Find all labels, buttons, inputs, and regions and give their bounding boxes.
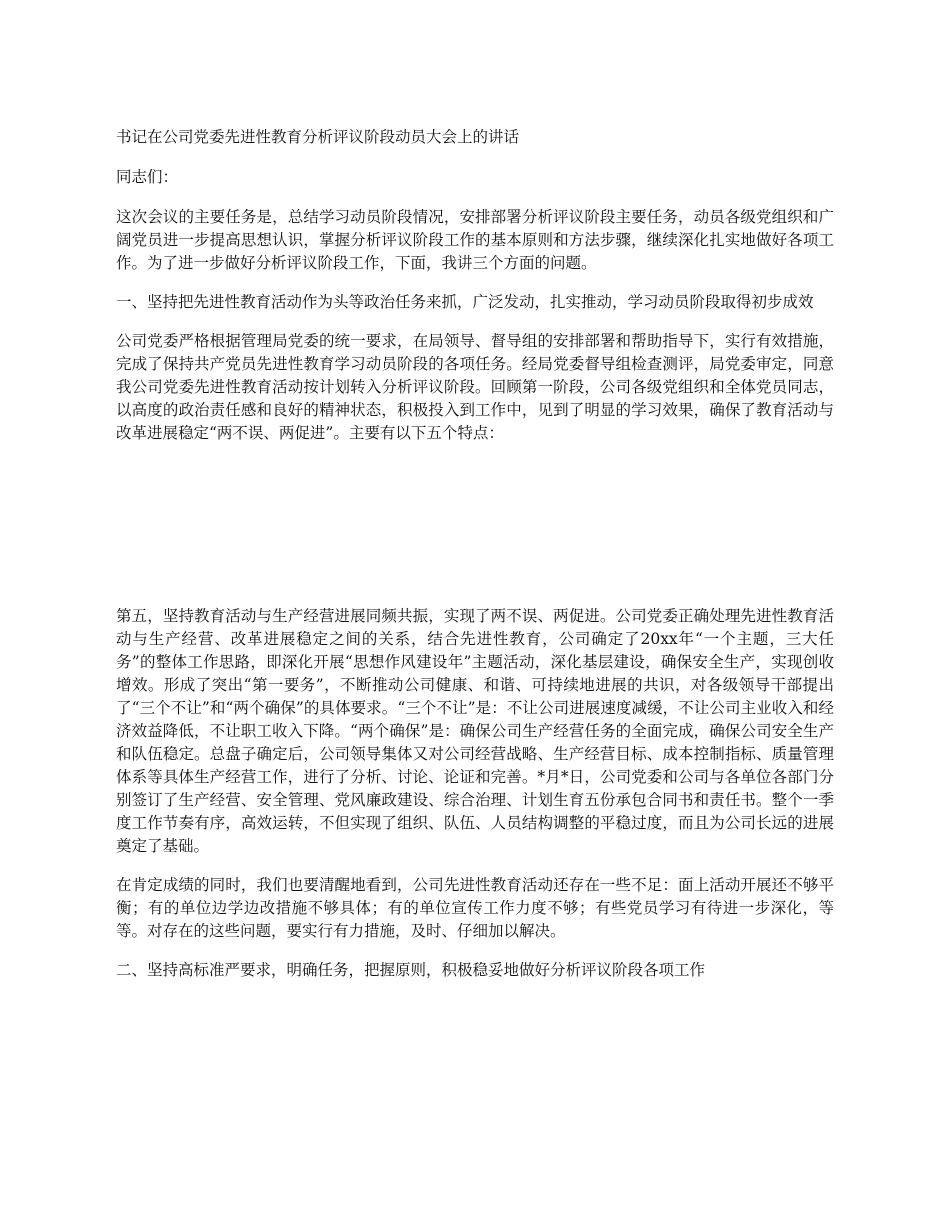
blank-space (116, 461, 834, 605)
greeting: 同志们： (116, 168, 179, 186)
document-title: 书记在公司党委先进性教育分析评议阶段动员大会上的讲话 (116, 128, 520, 146)
shortcomings-paragraph: 在肯定成绩的同时，我们也要清醒地看到，公司先进性教育活动还存在一些不足：面上活动开展还不够平衡；有的单位边学边改措施不够具体；有的单位宣传工作力度不够；有些党员学习有待进一步深化，等等。对存在的这些问题，要实行有力措施，及时、仔细加以解决。 (116, 876, 834, 940)
section-1-paragraph: 公司党委严格根据管理局党委的统一要求，在局领导、督导组的安排部署和帮助指导下，实行有效措施，完成了保持共产党员先进性教育学习动员阶段的各项任务。经局党委督导组检查测评，局党委审定，同意我公司党委先进性教育活动按计划转入分析评议阶段。回顾第一阶段，公司各级党组织和全体党员同志，以高度的政治责任感和良好的精神状态，积极投入到工作中，见到了明显的学习效果，确保了教育活动与改革进展稳定“两不误、两促进”。主要有以下五个特点： (116, 332, 834, 442)
document-body (116, 126, 834, 998)
section-1-heading: 一、坚持把先进性教育活动作为头等政治任务来抓，广泛发动，扎实推动，学习动员阶段取得初步成效 (116, 293, 814, 311)
intro-paragraph: 这次会议的主要任务是，总结学习动员阶段情况，安排部署分析评议阶段主要任务，动员各级党组织和广阔党员进一步提高思想认识，掌握分析评议阶段工作的基本原则和方法步骤，继续深化扎实地做好各项工作。为了进一步做好分析评议阶段工作，下面，我讲三个方面的问题。 (116, 208, 834, 272)
section-2-heading: 二、坚持高标准严要求，明确任务，把握原则，积极稳妥地做好分析评议阶段各项工作 (116, 961, 706, 979)
point-5-paragraph: 第五，坚持教育活动与生产经营进展同频共振，实现了两不误、两促进。公司党委正确处理先进性教育活动与生产经营、改革进展稳定之间的关系，结合先进性教育，公司确定了20xx年“一个主题，三大任务”的整体工作思路，即深化开展“思想作风建设年”主题活动，深化基层建设，确保安全生产，实现创收增效。形成了突出“第一要务”，不断推动公司健康、和谐、可持续地进展的共识，对各级领导干部提出了“三个不让”和“两个确保”的具体要求。“三个不让”是：不让公司进展速度减缓，不让公司主业收入和经济效益降低，不让职工收入下降。“两个确保”是：确保公司生产经营任务的全面完成，确保公司安全生产和队伍稳定。总盘子确定后，公司领导集体又对公司经营战略、生产经营目标、成本控制指标、质量管理体系等具体生产经营工作，进行了分析、讨论、论证和完善。*月*日，公司党委和公司与各单位各部门分别签订了生产经营、安全管理、党风廉政建设、综合治理、计划生育五份承包合同书和责任书。整个一季度工作节奏有序，高效运转，不但实现了组织、队伍、人员结构调整的平稳过度，而且为公司长远的进展奠定了基础。 (116, 607, 834, 855)
